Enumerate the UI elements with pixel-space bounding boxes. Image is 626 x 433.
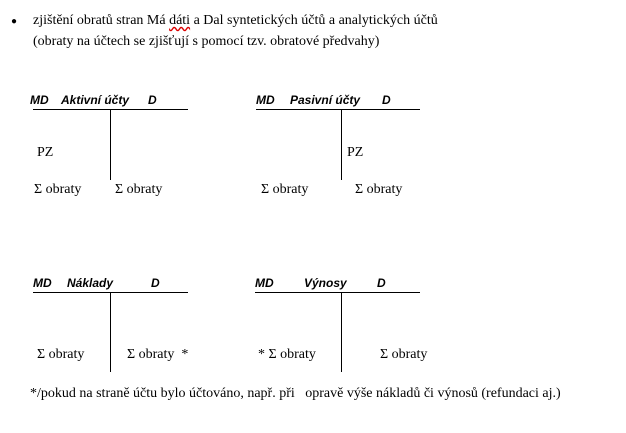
aktivni-d-label: D — [148, 93, 157, 107]
vynosy-d-label: D — [377, 276, 386, 290]
vynosy-vertical-line — [341, 292, 342, 372]
intro-text-pre: zjištění obratů stran Má — [33, 13, 170, 28]
aktivni-left-sum: Σ obraty — [34, 182, 82, 197]
intro-line-1 — [33, 13, 438, 29]
pasivni-left-sum: Σ obraty — [261, 182, 309, 197]
pasivni-vertical-line — [341, 109, 342, 180]
aktivni-right-sum: Σ obraty — [115, 182, 163, 197]
bullet-icon: ● — [11, 16, 18, 27]
aktivni-vertical-line — [110, 109, 111, 180]
intro-misspelled-word: dáti — [169, 13, 191, 28]
aktivni-title: Aktivní účty — [61, 93, 130, 107]
pasivni-pz: PZ — [347, 145, 364, 160]
naklady-left-sum: Σ obraty — [37, 347, 85, 362]
aktivni-md-label: MD — [30, 93, 49, 107]
vynosy-md-label: MD — [255, 276, 274, 290]
pasivni-title: Pasivní účty — [290, 93, 361, 107]
intro-line-2: (obraty na účtech se zjišťují s pomocí tzv. obratové předvahy) — [33, 34, 380, 49]
intro-text-post: a Dal syntetických účtů a analytických účtů — [190, 13, 438, 28]
naklady-right-sum: Σ obraty * — [127, 347, 189, 362]
pasivni-md-label: MD — [256, 93, 275, 107]
pasivni-horizontal-line — [256, 109, 420, 110]
vynosy-right-sum: Σ obraty — [380, 347, 428, 362]
pasivni-d-label: D — [382, 93, 391, 107]
vynosy-left-sum: * Σ obraty — [258, 347, 316, 362]
vynosy-horizontal-line — [255, 292, 420, 293]
naklady-d-label: D — [151, 276, 160, 290]
aktivni-pz: PZ — [37, 145, 54, 160]
naklady-md-label: MD — [33, 276, 52, 290]
footnote: */pokud na straně účtu bylo účtováno, např. při opravě výše nákladů či výnosů (refundaci aj.) — [30, 386, 561, 401]
vynosy-title: Výnosy — [304, 276, 347, 290]
pasivni-right-sum: Σ obraty — [355, 182, 403, 197]
naklady-title: Náklady — [67, 276, 114, 290]
naklady-vertical-line — [110, 292, 111, 372]
